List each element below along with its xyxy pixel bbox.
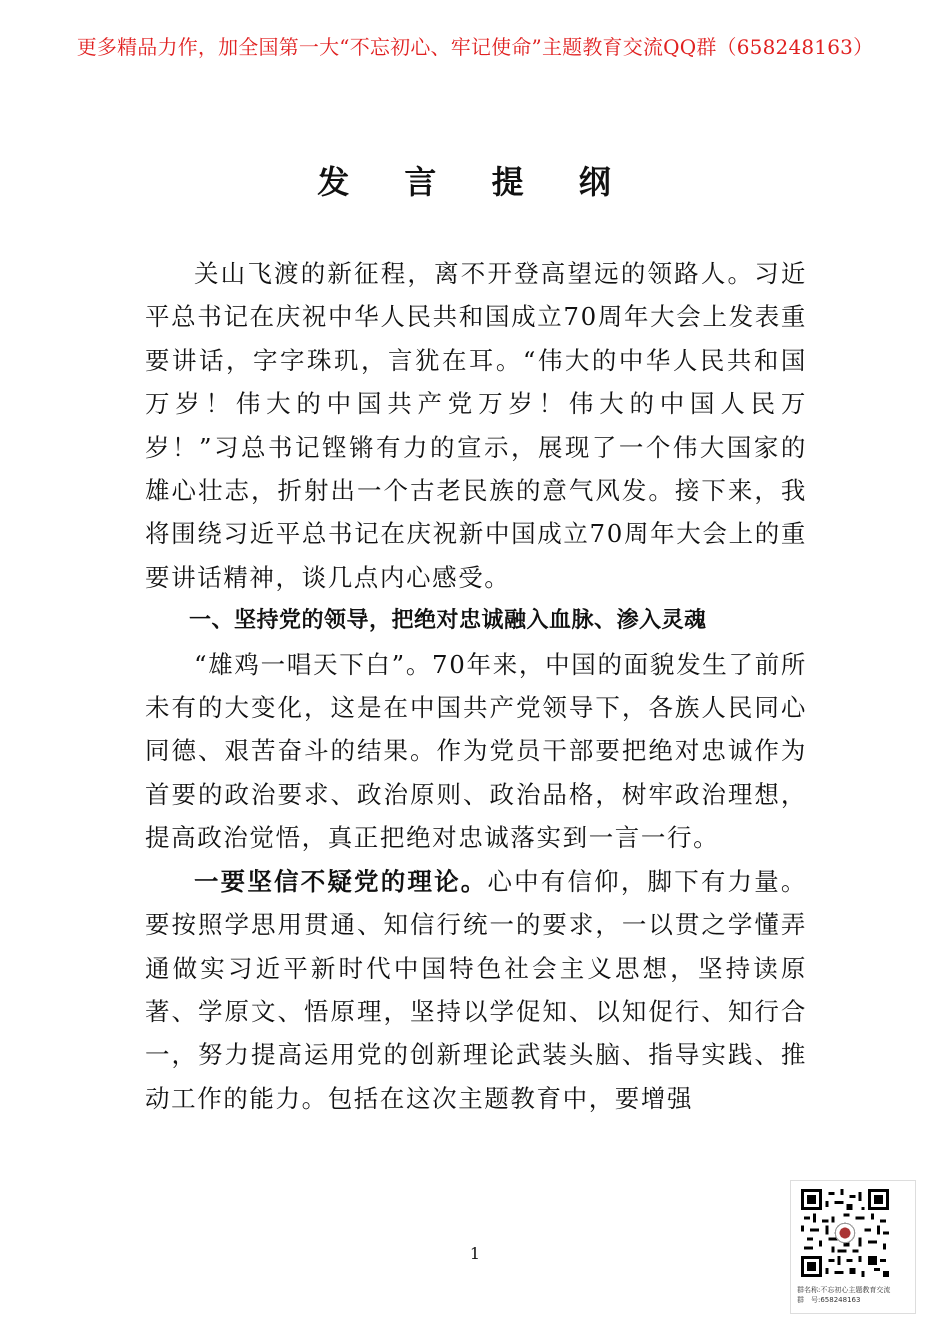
qr-group-name: 群名称:不忘初心主题教育交流 — [797, 1286, 891, 1294]
promo-banner: 更多精品力作，加全国第一大“不忘初心、牢记使命”主题教育交流QQ群（658248163） — [76, 35, 874, 59]
paragraph-point-1 — [145, 860, 807, 1120]
qr-group-number: 群 号:658248163 — [797, 1296, 861, 1304]
point-1-lead: 一要坚信不疑党的理论。 — [194, 866, 488, 896]
paragraph-intro: 关山飞渡的新征程，离不开登高望远的领路人。习近平总书记在庆祝中华人民共和国成立70周年大会上发表重要讲话，字字珠玑，言犹在耳。“伟大的中华人民共和国万岁！伟大的中国共产党万岁！伟大的中国人民万岁！”习总书记铿锵有力的宣示，展现了一个伟大国家的雄心壮志，折射出一个古老民族的意气风发。接下来，我将围绕习近平总书记在庆祝新中国成立70周年大会上的重要讲话精神，谈几点内心感受。 — [145, 259, 807, 592]
qr-caption — [797, 1285, 913, 1305]
section-heading-1: 一、坚持党的领导，把绝对忠诚融入血脉、渗入灵魂 — [189, 608, 707, 634]
document-body — [145, 252, 807, 1120]
page-number: 1 — [469, 1244, 481, 1263]
qr-code-image — [801, 1189, 889, 1277]
document-title: 发 言 提 纲 — [317, 163, 633, 201]
qr-code-card — [790, 1180, 916, 1314]
paragraph-section-1: “雄鸡一唱天下白”。70年来，中国的面貌发生了前所未有的大变化，这是在中国共产党领导下，各族人民同心同德、艰苦奋斗的结果。作为党员干部要把绝对忠诚作为首要的政治要求、政治原则、政治品格，树牢政治理想，提高政治觉悟，真正把绝对忠诚落实到一言一行。 — [145, 649, 807, 853]
point-1-text: 心中有信仰，脚下有力量。要按照学思用贯通、知信行统一的要求，一以贯之学懂弄通做实习近平新时代中国特色社会主义思想，坚持读原著、学原文、悟原理，坚持以学促知、以知促行、知行合一，努力提高运用党的创新理论武装头脑、指导实践、推动工作的能力。包括在这次主题教育中，要增强 — [145, 866, 807, 1113]
